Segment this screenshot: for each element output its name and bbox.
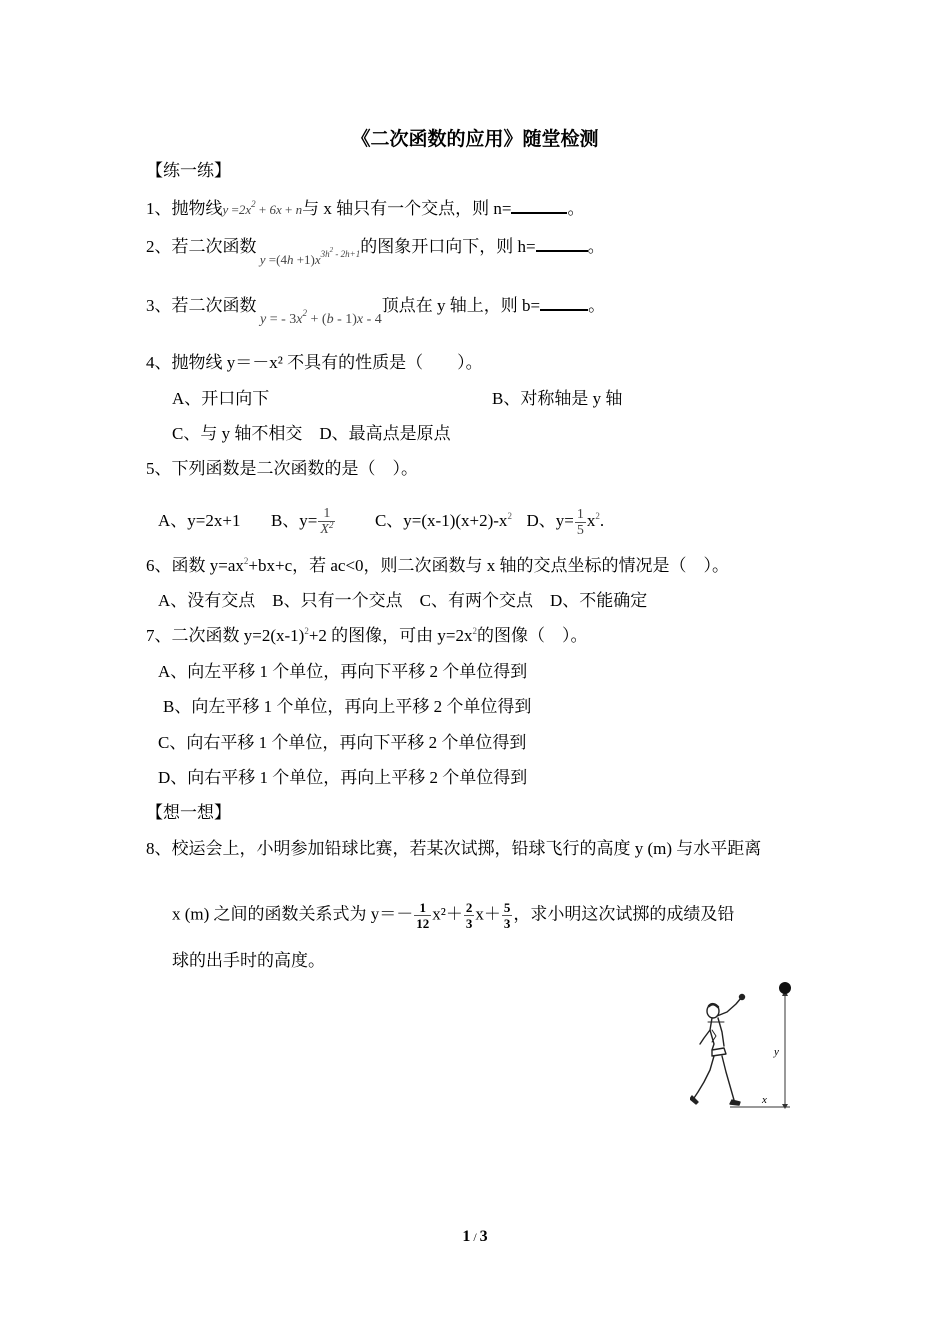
q5-option-d: D、y=: [526, 510, 574, 530]
q2-answer-blank[interactable]: [536, 234, 588, 252]
question-6: 6、函数 $y=ax^2+bx+c$，若 ac<0，则二次函数与 x 轴的交点坐标的情况是（ ）。: [146, 556, 730, 575]
question-8-line2: [172, 900, 734, 931]
q5-d-end: .: [599, 510, 605, 530]
q2-formula: y =(4h +1)x3h2 - 2h+1: [256, 246, 361, 267]
page-title: 《二次函数的应用》随堂检测: [351, 129, 599, 150]
q8-text-pre: x (m) 之间的函数关系式为 y＝－: [172, 904, 414, 924]
q7-option-a: A、向左平移 1 个单位，再向下平移 2 个单位得到: [158, 662, 528, 681]
q3-formula: y = - 3x2 + (b - 1)x - 4: [256, 308, 382, 327]
section-practice: 【练一练】: [146, 161, 231, 180]
label-x: x: [762, 1094, 767, 1106]
shot-ball: [779, 982, 791, 994]
q2-text: 的图象开口向下，则 h=: [360, 237, 536, 256]
q4-option-b: B、对称轴是 y 轴: [492, 389, 623, 408]
q6-stem-b: +bx+c，若 ac<0，则二次函数与 x 轴的交点坐标的情况是（ ）。: [248, 556, 730, 575]
q1-answer-blank[interactable]: [511, 196, 567, 214]
page-current: 1: [462, 1228, 471, 1245]
q7-stem-a: 7、二次函数 y=2(x-1): [146, 626, 305, 645]
question-3: [146, 293, 606, 327]
q1-formula: $y =2x^2 + 6x + n$: [222, 199, 303, 217]
q7-option-b: B、向左平移 1 个单位，再向上平移 2 个单位得到: [163, 697, 532, 716]
q5-option-a: A、y=2x+1: [158, 510, 241, 530]
q6-options: A、没有交点 B、只有一个交点 C、有两个交点 D、不能确定: [158, 591, 648, 610]
q8-fraction-3: $\frac{5}{3}$: [503, 900, 511, 931]
q1-text: 与 x 轴只有一个交点，则 n=: [302, 199, 512, 218]
section-think: 【想一想】: [146, 803, 231, 822]
q3-answer-blank[interactable]: [540, 293, 588, 311]
q2-prefix: 2、若二次函数: [146, 237, 257, 256]
label-y: y: [774, 1046, 779, 1058]
q8-fraction-2: $\frac{2}{3}$: [465, 900, 473, 931]
q4-option-a: A、开口向下: [172, 389, 270, 408]
page-total: 3: [479, 1228, 488, 1245]
q8-term-1: x²＋: [432, 904, 463, 924]
q7-option-c: C、向右平移 1 个单位，再向下平移 2 个单位得到: [158, 733, 527, 752]
question-4: 4、抛物线 y＝－x² 不具有的性质是（ ）。: [146, 353, 483, 372]
q7-option-d: D、向右平移 1 个单位，再向上平移 2 个单位得到: [158, 768, 528, 787]
q8-term-2: x＋: [475, 904, 501, 924]
q5-option-c: C、y=(x-1)(x+2)-x: [374, 510, 508, 530]
q1-prefix: 1、抛物线: [146, 199, 223, 218]
question-1: [146, 196, 584, 222]
thrower-person: [690, 995, 745, 1106]
shot-put-figure: [690, 978, 800, 1114]
q5-b-fraction: $\frac{1}{X^2}$: [320, 506, 334, 537]
q3-prefix: 3、若二次函数: [146, 296, 257, 315]
q3-end: 。: [588, 296, 606, 315]
question-7: 7、二次函数 $y=2(x-1)^2+2$ 的图像，可由 $y=2x^2$的图像（ ）。: [146, 626, 588, 645]
q8-text-post: ，求小明这次试掷的成绩及铅: [513, 904, 735, 924]
q5-options: A、y=2x+1 B、y= $\frac{1}{X^2}$ C、$y=(x-1)(x+2)-x^2$ D、y= $\frac{1}{5}$ $x^2$.: [158, 506, 605, 538]
q4-option-cd: C、与 y 轴不相交 D、最高点是原点: [172, 424, 451, 443]
q6-stem-a: 6、函数 y=ax: [146, 556, 244, 575]
question-5: 5、下列函数是二次函数的是（ ）。: [146, 459, 418, 478]
q5-option-b: B、y=: [270, 510, 318, 530]
q5-d-var: x: [586, 510, 596, 530]
q7-stem-c: 的图像（ ）。: [477, 626, 588, 645]
q8-fraction-1: $\frac{1}{12}$: [416, 900, 430, 931]
page-separator: /: [470, 1230, 480, 1244]
q3-text: 顶点在 y 轴上，则 b=: [381, 296, 541, 315]
question-8-line1: 8、校运会上，小明参加铅球比赛，若某次试掷，铅球飞行的高度 y (m) 与水平距离: [146, 839, 762, 858]
q7-stem-b: +2 的图像，可由 y=2x: [308, 626, 473, 645]
question-2: [146, 234, 605, 267]
q2-end: 。: [587, 237, 605, 256]
page-number: [0, 1228, 950, 1246]
q1-end: 。: [567, 199, 585, 218]
question-8-line3: 球的出手时的高度。: [172, 951, 325, 970]
q5-d-fraction: $\frac{1}{5}$: [576, 506, 584, 538]
